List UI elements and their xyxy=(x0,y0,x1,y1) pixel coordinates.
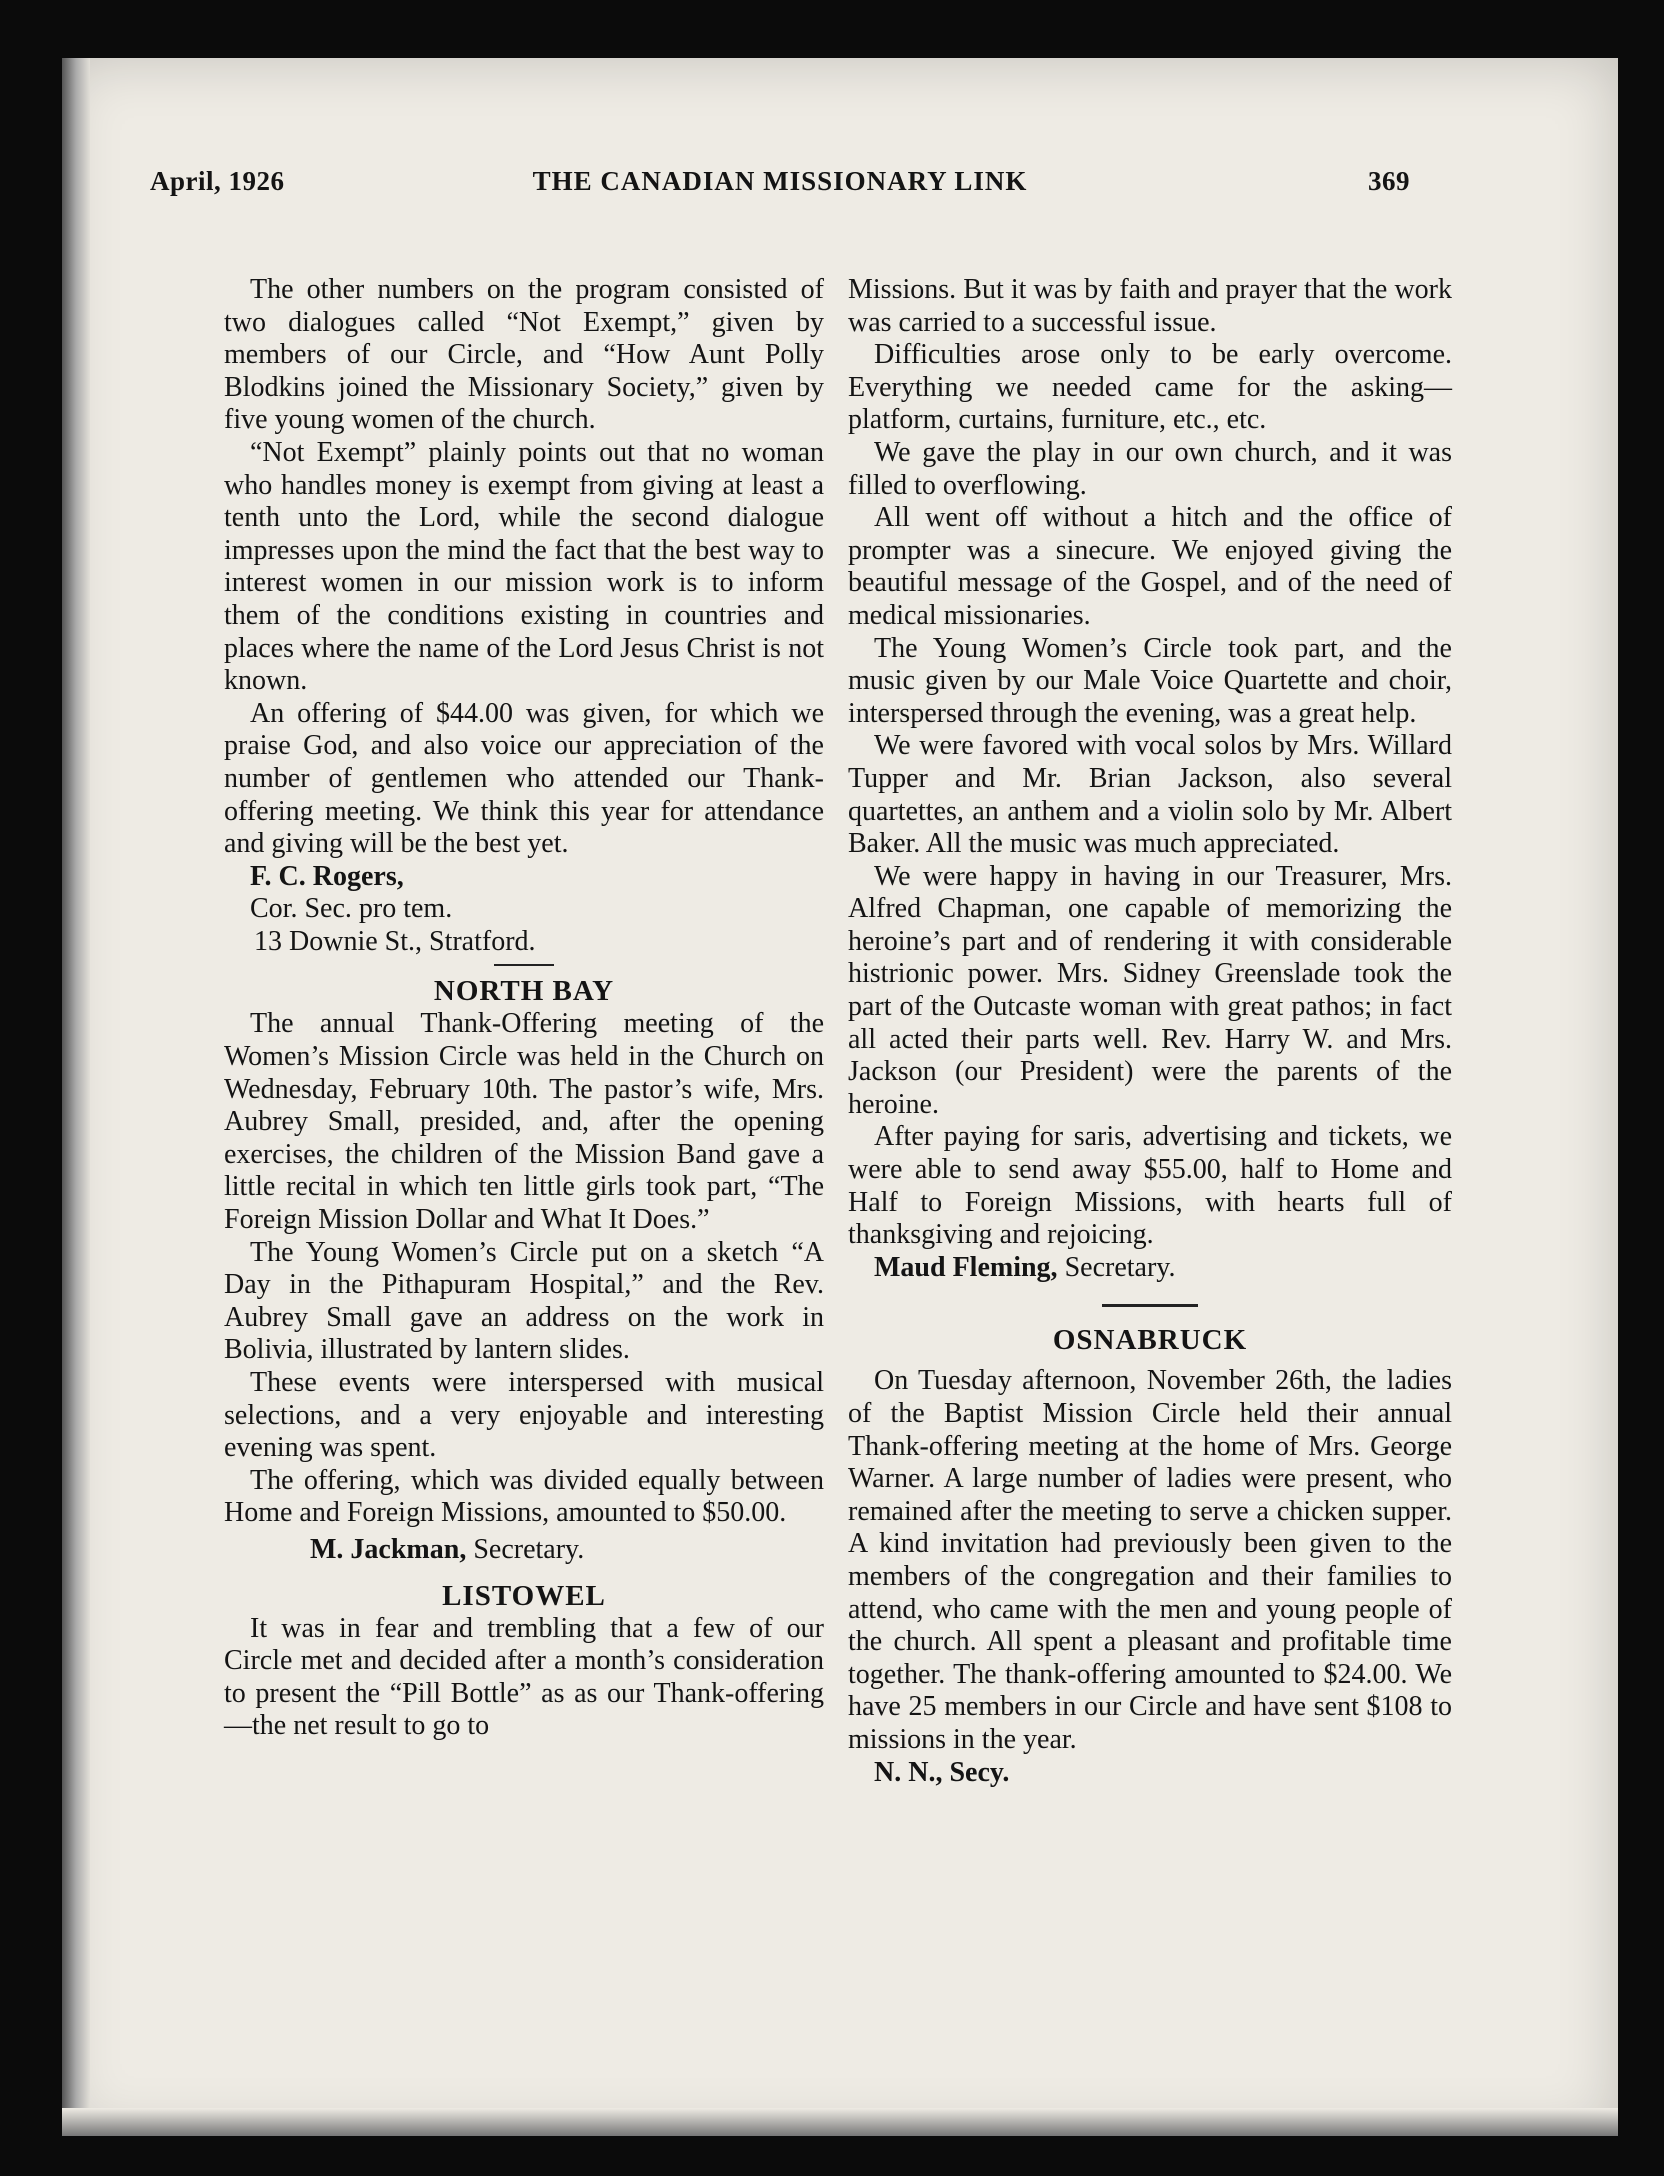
signature xyxy=(848,1757,1452,1790)
paragraph: An offering of $44.00 was given, for which we praise God, and also voice our appreciation of the number of gentlemen who attended our Thank-offering meeting. We think this year for attendance and giving will be the best yet. xyxy=(224,697,824,860)
header-title: THE CANADIAN MISSIONARY LINK xyxy=(532,166,1028,196)
signature-title: Cor. Sec. pro tem. xyxy=(250,893,453,925)
signature-address: 13 Downie St., Stratford. xyxy=(254,925,536,957)
paragraph: After paying for saris, advertising and tickets, we were able to send away $55.00, half to Home and Half to Foreign Missions, with hearts full of thanksgiving and rejoicing. xyxy=(848,1121,1452,1251)
paragraph: We were happy in having in our Treasurer, Mrs. Alfred Chapman, one capable of memorizing the heroine’s part and of rendering it with considerable histrionic power. Mrs. Sidney Greenslade took the part of the Outcaste woman with great pathos; in fact all acted their parts well. Rev. Harry W. and Mrs. Jackson (our President) were the parents of the heroine. xyxy=(848,860,1452,1120)
signature-name xyxy=(224,861,824,894)
right-column xyxy=(848,274,1452,1789)
paragraph: All went off without a hitch and the office of prompter was a sinecure. We enjoyed giving the beautiful message of the Gospel, and of the need of medical missionaries. xyxy=(848,502,1452,631)
signature-name-text: N. N., Secy. xyxy=(874,1756,1010,1788)
section-heading-osnabruck: OSNABRUCK xyxy=(1052,1324,1248,1357)
paragraph: The offering, which was divided equally between Home and Foreign Missions, amounted to $50.00. xyxy=(224,1464,824,1529)
paragraph: We gave the play in our own church, and it was filled to overflowing. xyxy=(848,436,1452,501)
paragraph: We were favored with vocal solos by Mrs. Willard Tupper and Mr. Brian Jackson, also several quartettes, an anthem and a violin solo by Mr. Albert Baker. All the music was much appreciated. xyxy=(848,730,1452,860)
section-divider xyxy=(494,964,554,966)
paragraph: The annual Thank-Offering meeting of the Women’s Mission Circle was held in the Church on Wednesday, February 10th. The pastor’s wife, Mrs. Aubrey Small, presided, and, after the opening exercises, the children of the Mission Band gave a little recital in which ten little girls took part, “The Foreign Mission Dollar and What It Does.” xyxy=(224,1008,824,1236)
section-heading-listowel: LISTOWEL xyxy=(442,1579,606,1612)
signature xyxy=(848,1252,1452,1285)
paragraph: Difficulties arose only to be early overcome. Everything we needed came for the asking—platform, curtains, furniture, etc., etc. xyxy=(848,339,1452,436)
paragraph: On Tuesday afternoon, November 26th, the ladies of the Baptist Mission Circle held their annual Thank-offering meeting at the home of Mrs. George Warner. A large number of ladies were present, who remained after the meeting to serve a chicken supper. A kind invitation had previously been given to the members of the congregation and their families to attend, who came with the men and young people of the church. All spent a pleasant and profitable time together. The thank-offering amounted to $24.00. We have 25 members in our Circle and have sent $108 to missions in the year. xyxy=(848,1365,1452,1755)
paragraph: “Not Exempt” plainly points out that no woman who handles money is exempt from giving at least a tenth unto the Lord, while the second dialogue impresses upon the mind the fact that the best way to interest women in our mission work is to inform them of the conditions existing in countries and places where the name of the Lord Jesus Christ is not known. xyxy=(224,436,824,697)
section-heading-north-bay: NORTH BAY xyxy=(433,975,615,1008)
signature-name-text: Maud Fleming, xyxy=(874,1251,1058,1283)
paragraph: The Young Women’s Circle put on a sketch “A Day in the Pithapuram Hospital,” and the Rev. Aubrey Small gave an address on the work in Bolivia, illustrated by lantern slides. xyxy=(224,1236,824,1366)
header-date: April, 1926 xyxy=(150,166,285,196)
left-column xyxy=(224,274,824,1743)
page-number: 369 xyxy=(1368,166,1410,196)
signature-name-text: M. Jackman, xyxy=(310,1533,467,1565)
paragraph: Missions. But it was by faith and prayer that the work was carried to a successful issue. xyxy=(848,274,1452,338)
page-bottom-edge xyxy=(62,2108,1618,2136)
paragraph: It was in fear and trembling that a few of our Circle met and decided after a month’s consideration to present the “Pill Bottle” as as our Thank-offering—the net result to go to xyxy=(224,1612,824,1742)
signature-title: Secretary. xyxy=(473,1533,585,1565)
paragraph: The other numbers on the program consisted of two dialogues called “Not Exempt,” given by members of our Circle, and “How Aunt Polly Blodkins joined the Missionary Society,” given by five young women of the church. xyxy=(224,274,824,436)
signature-name-text: F. C. Rogers, xyxy=(250,860,404,892)
signature xyxy=(224,1534,824,1567)
section-divider xyxy=(1102,1304,1198,1307)
signature-title: Secretary. xyxy=(1064,1251,1176,1283)
paragraph: The Young Women’s Circle took part, and the music given by our Male Voice Quartette and choir, interspersed through the evening, was a great help. xyxy=(848,632,1452,729)
running-header xyxy=(150,166,1410,206)
paragraph: These events were interspersed with musical selections, and a very enjoyable and interesting evening was spent. xyxy=(224,1367,824,1464)
binding-gutter xyxy=(62,58,90,2136)
